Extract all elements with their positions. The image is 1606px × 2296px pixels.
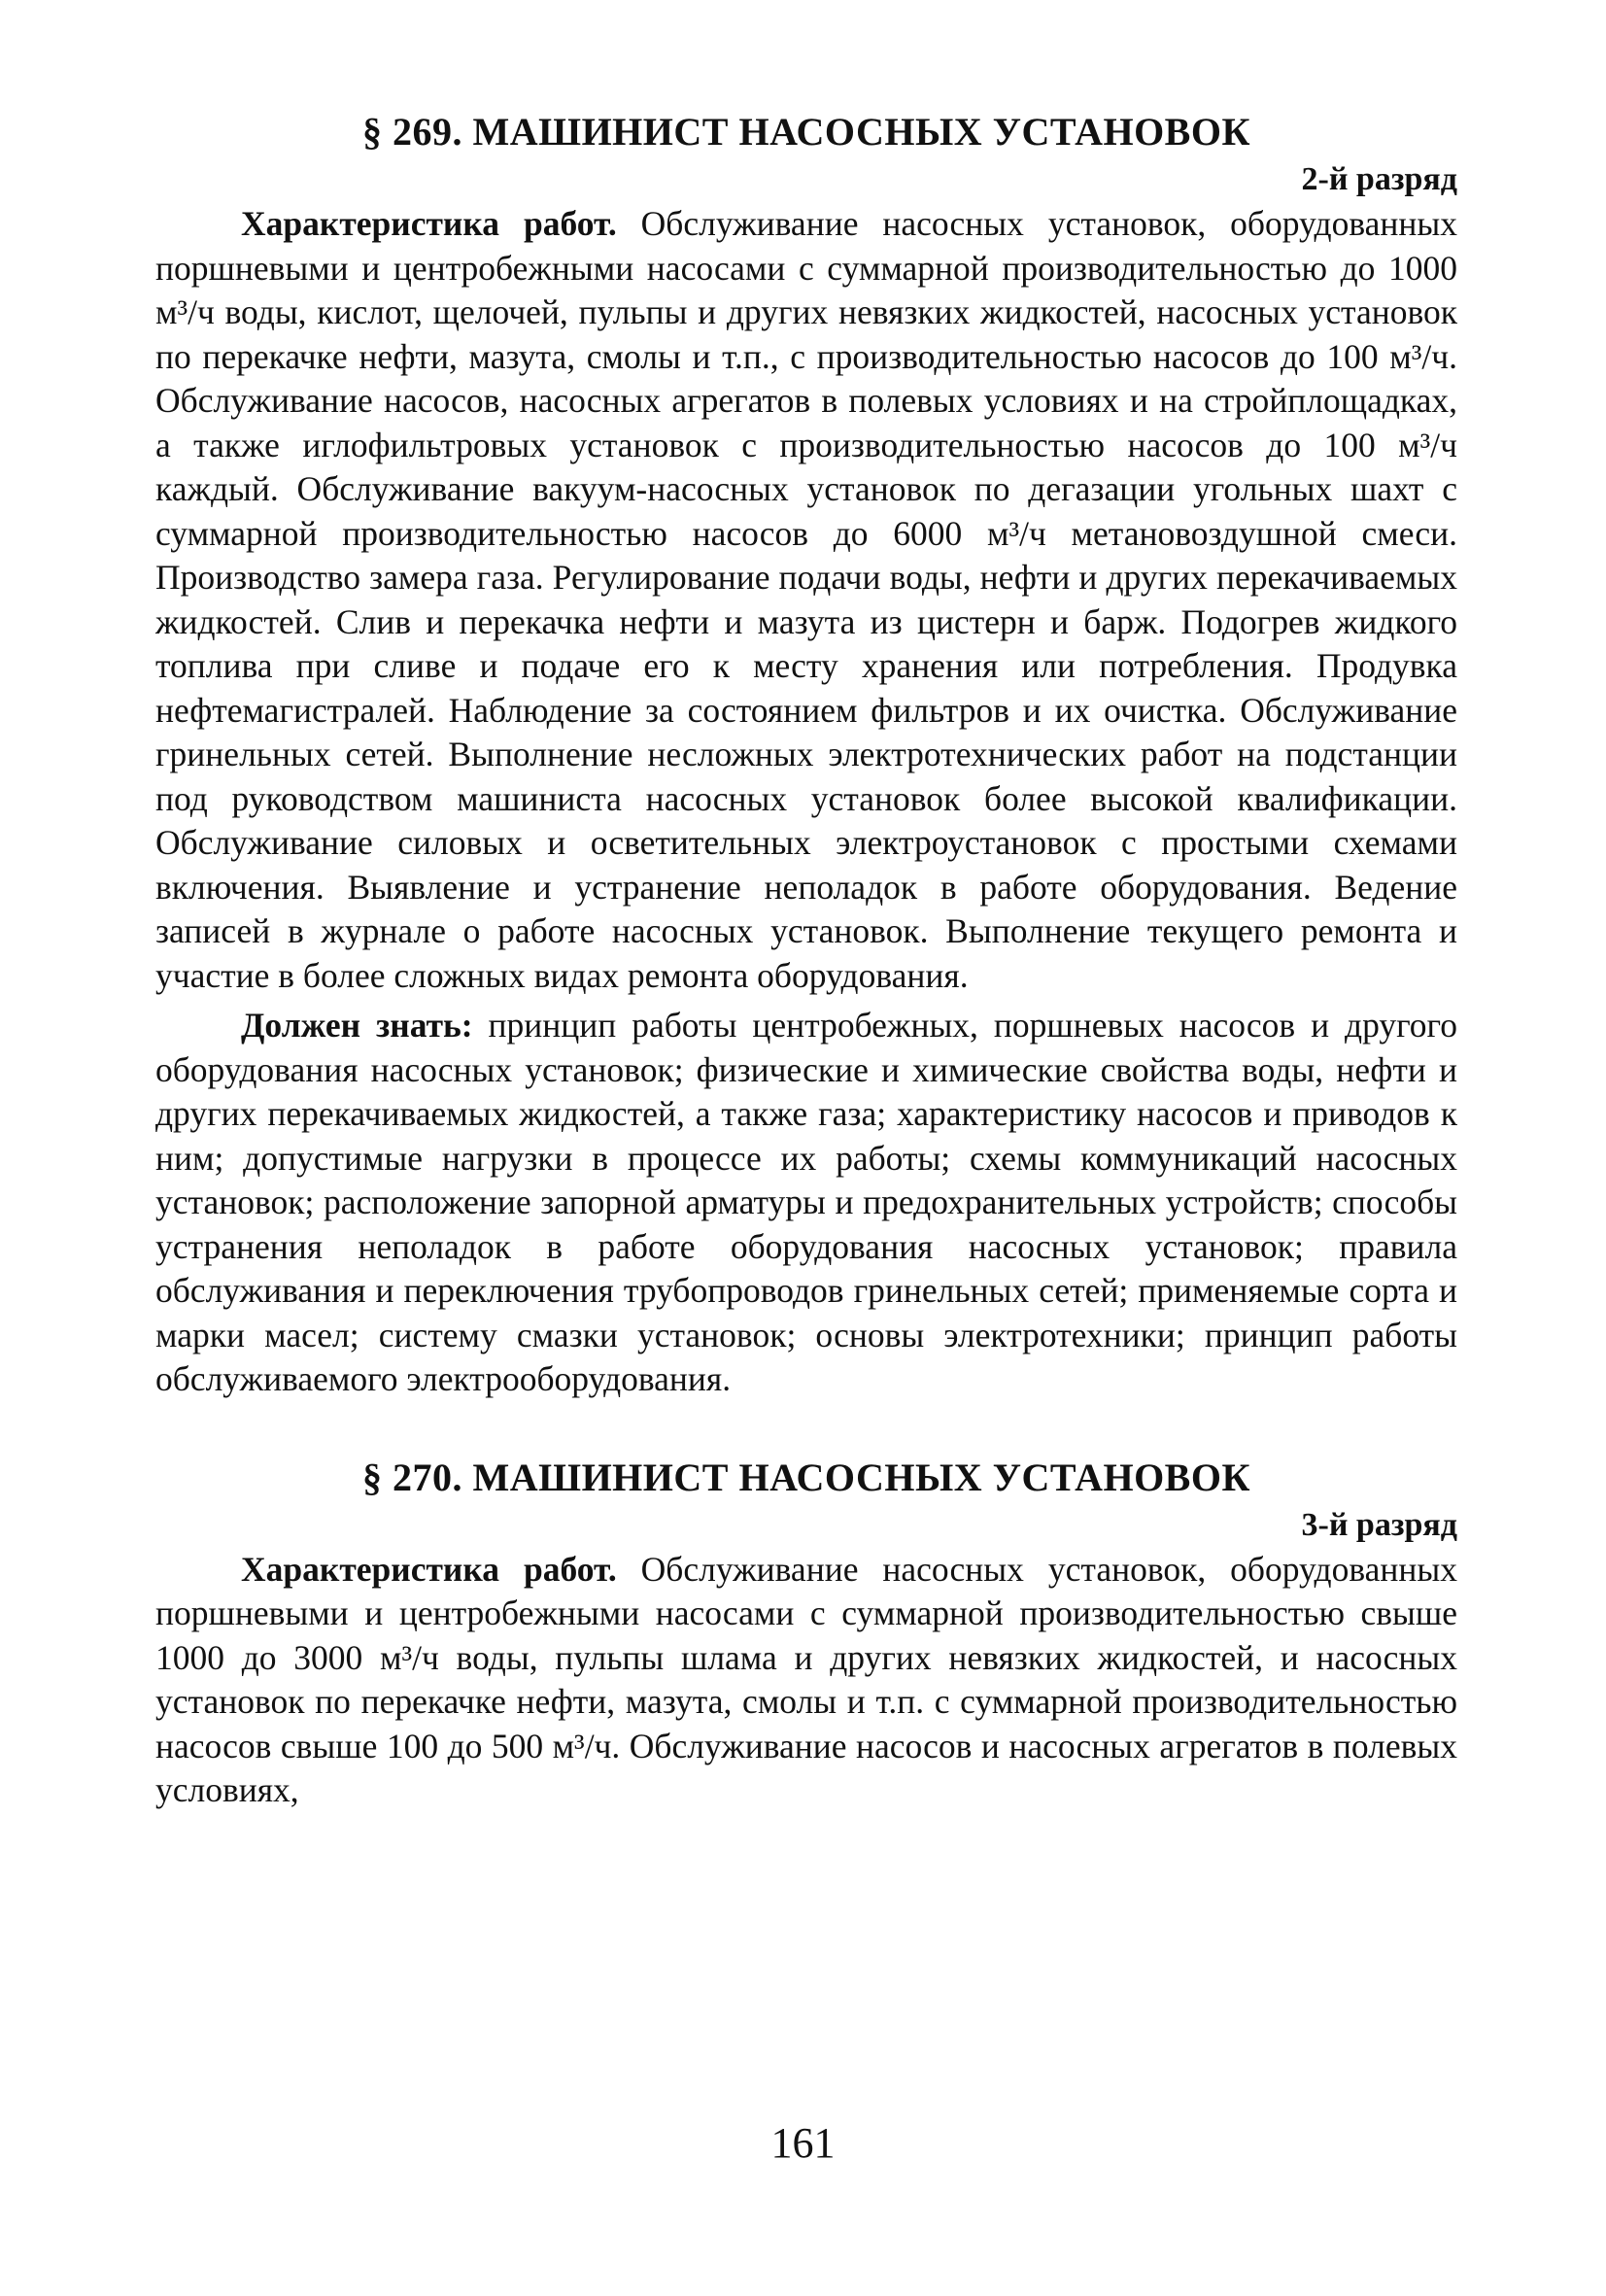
document-page bbox=[155, 107, 1457, 1813]
section-270-work-paragraph bbox=[155, 1548, 1457, 1813]
section-269-work-paragraph bbox=[155, 202, 1457, 998]
section-269-title: § 269. МАШИНИСТ НАСОСНЫХ УСТАНОВОК bbox=[362, 110, 1250, 154]
section-269-know-paragraph bbox=[155, 1004, 1457, 1402]
section-270-grade: 3-й разряд bbox=[1301, 1506, 1457, 1543]
section-269-work-text: Обслуживание насосных установок, оборудованных поршневыми и центробежными насосами с суммарной производительностью до 1000 м³/ч воды, кислот, щелочей, пульпы и других невязких жидкостей, насосных установок по перекачке нефти, мазута, смолы и т.п., с производительностью насосов до 100 м³/ч. Обслуживание насосов, насосных агрегатов в полевых условиях и на стройплощадках, а также иглофильтровых установок с производительностью насосов до 100 м³/ч каждый. Обслуживание вакуум-насосных установок по дегазации угольных шахт с суммарной производительностью насосов до 6000 м³/ч метановоздушной смеси. Производство замера газа. Регулирование подачи воды, нефти и других перекачиваемых жидкостей. Слив и перекачка нефти и мазута из цистерн и барж. Подогрев жидкого топлива при сливе и подаче его к месту хранения или потребления. Продувка нефтемагистралей. Наблюдение за состоянием фильтров и их очистка. Обслуживание гринельных сетей. Выполнение несложных электротехнических работ на подстанции под руководством машиниста насосных установок более высокой квалификации. Обслуживание силовых и осветительных электроустановок с простыми схемами включения. Выявление и устранение неполадок в работе оборудования. Ведение записей в журнале о работе насосных установок. Выполнение текущего ремонта и участие в более сложных видах ремонта оборудования. bbox=[155, 204, 1457, 995]
section-269-know-text: принцип работы центробежных, поршневых насосов и другого оборудования насосных установок; физические и химические свойства воды, нефти и других перекачиваемых жидкостей, а также газа; характеристику насосов и приводов к ним; допустимые нагрузки в процессе их работы; схемы коммуникаций насосных установок; расположение запорной арматуры и предохранительных устройств; способы устранения неполадок в работе оборудования насосных установок; правила обслуживания и переключения трубопроводов гринельных сетей; применяемые сорта и марки масел; систему смазки установок; основы электротехники; принцип работы обслуживаемого электрооборудования. bbox=[155, 1006, 1457, 1398]
section-270-title: § 270. МАШИНИСТ НАСОСНЫХ УСТАНОВОК bbox=[362, 1455, 1250, 1499]
section-269-work-lead: Характеристика работ. bbox=[241, 204, 617, 243]
section-270-work-text: Обслуживание насосных установок, оборудованных поршневыми и центробежными насосами с суммарной производительностью свыше 1000 до 3000 м³/ч воды, пульпы шлама и других невязких жидкостей, и насосных установок по перекачке нефти, мазута, смолы и т.п. с суммарной производительностью насосов свыше 100 до 500 м³/ч. Обслуживание насосов и насосных агрегатов в полевых условиях, bbox=[155, 1549, 1457, 1809]
section-269-know-lead: Должен знать: bbox=[241, 1006, 473, 1045]
section-269-grade: 2-й разряд bbox=[1301, 161, 1457, 197]
section-270-work-lead: Характеристика работ. bbox=[241, 1549, 617, 1589]
page-number: 161 bbox=[770, 2119, 836, 2167]
